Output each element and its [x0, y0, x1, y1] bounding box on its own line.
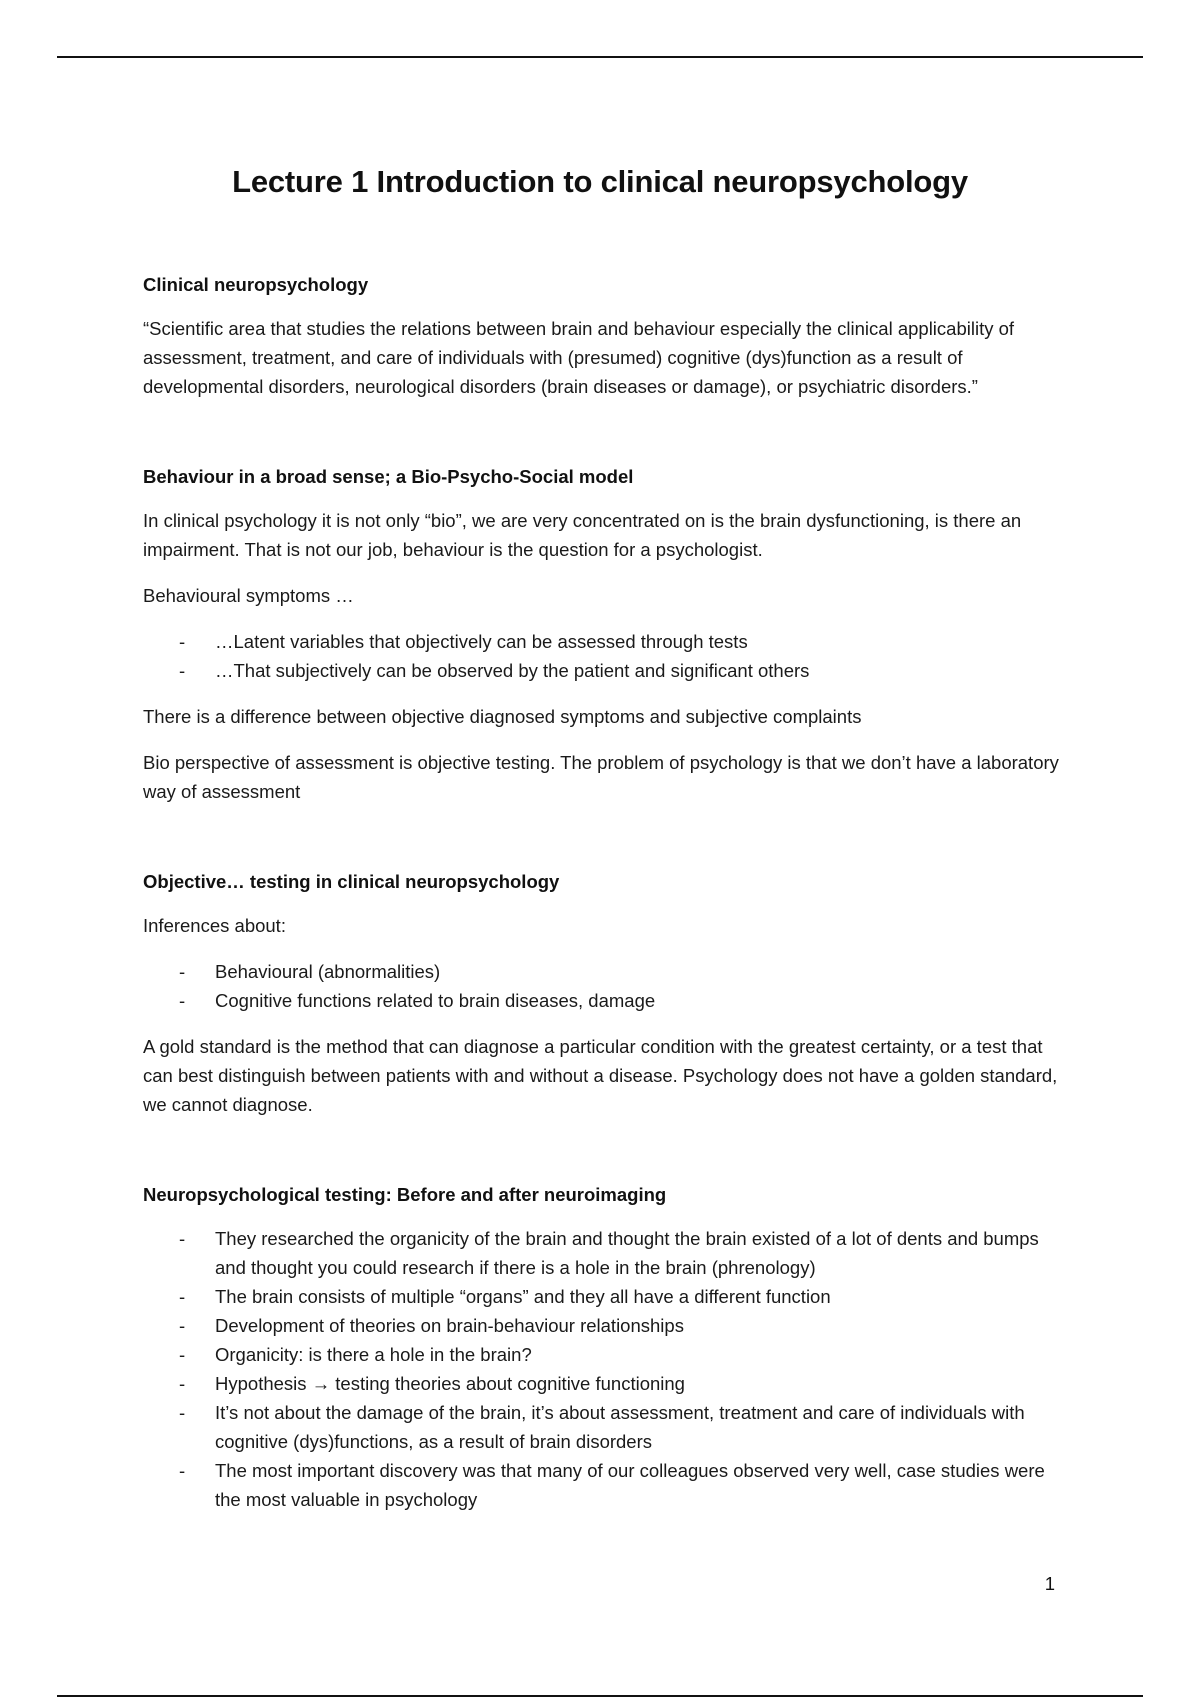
list-item: - …That subjectively can be observed by the patient and significant others — [143, 656, 1063, 685]
paragraph: Bio perspective of assessment is objective testing. The problem of psychology is that we don’t have a laboratory way of assessment — [143, 752, 1059, 802]
page-number: 1 — [1044, 1573, 1055, 1594]
list-item: - The brain consists of multiple “organs” and they all have a different function — [143, 1282, 1063, 1311]
paragraph: There is a difference between objective diagnosed symptoms and subjective complaints — [143, 706, 862, 727]
section-objective-testing — [143, 867, 1063, 1119]
bullet-list — [143, 957, 1063, 1015]
paragraph: Behavioural symptoms … — [143, 585, 354, 606]
list-item: - Cognitive functions related to brain diseases, damage — [143, 986, 1063, 1015]
section-heading: Behaviour in a broad sense; a Bio-Psycho-Social model — [143, 466, 634, 487]
section-heading: Neuropsychological testing: Before and after neuroimaging — [143, 1184, 667, 1205]
list-item: - Development of theories on brain-behaviour relationships — [143, 1311, 1063, 1340]
document-body — [143, 270, 1063, 1531]
definition-paragraph: “Scientific area that studies the relations between brain and behaviour especially the clinical applicability of assessment, treatment, and care of individuals with (presumed) cognitive (dys)function as a result of developmental disorders, neurological disorders (brain diseases or damage), or psychiatric disorders.” — [143, 318, 1015, 397]
paragraph: Inferences about: — [143, 915, 286, 936]
list-item: - It’s not about the damage of the brain, it’s about assessment, treatment and care of individuals with cognitive (dys)functions, as a result of brain disorders — [143, 1398, 1063, 1456]
list-item: - Organicity: is there a hole in the brain? — [143, 1340, 1063, 1369]
section-neuropsychological-testing — [143, 1180, 1063, 1514]
list-item: - They researched the organicity of the brain and thought the brain existed of a lot of dents and bumps and thought you could research if there is a hole in the brain (phrenology) — [143, 1224, 1063, 1282]
list-item: - Behavioural (abnormalities) — [143, 957, 1063, 986]
footer-rule — [57, 1695, 1143, 1697]
bullet-list — [143, 627, 1063, 685]
section-clinical-neuropsychology — [143, 270, 1063, 401]
paragraph: In clinical psychology it is not only “bio”, we are very concentrated on is the brain dysfunctioning, is there an impairment. That is not our job, behaviour is the question for a psychologist. — [143, 510, 1022, 560]
list-item: - The most important discovery was that many of our colleagues observed very well, case studies were the most valuable in psychology — [143, 1456, 1063, 1514]
header-rule — [57, 56, 1143, 58]
section-bio-psycho-social — [143, 462, 1063, 806]
list-item: - Hypothesis → testing theories about cognitive functioning — [143, 1369, 1063, 1398]
section-heading: Objective… testing in clinical neuropsychology — [143, 871, 560, 892]
paragraph: A gold standard is the method that can diagnose a particular condition with the greatest certainty, or a test that can best distinguish between patients with and without a disease. Psychology does not have a golden standard, we cannot diagnose. — [143, 1036, 1058, 1115]
document-title: Lecture 1 Introduction to clinical neuropsychology — [232, 163, 968, 199]
bullet-list — [143, 1224, 1063, 1514]
list-item: - …Latent variables that objectively can be assessed through tests — [143, 627, 1063, 656]
section-heading: Clinical neuropsychology — [143, 274, 369, 295]
